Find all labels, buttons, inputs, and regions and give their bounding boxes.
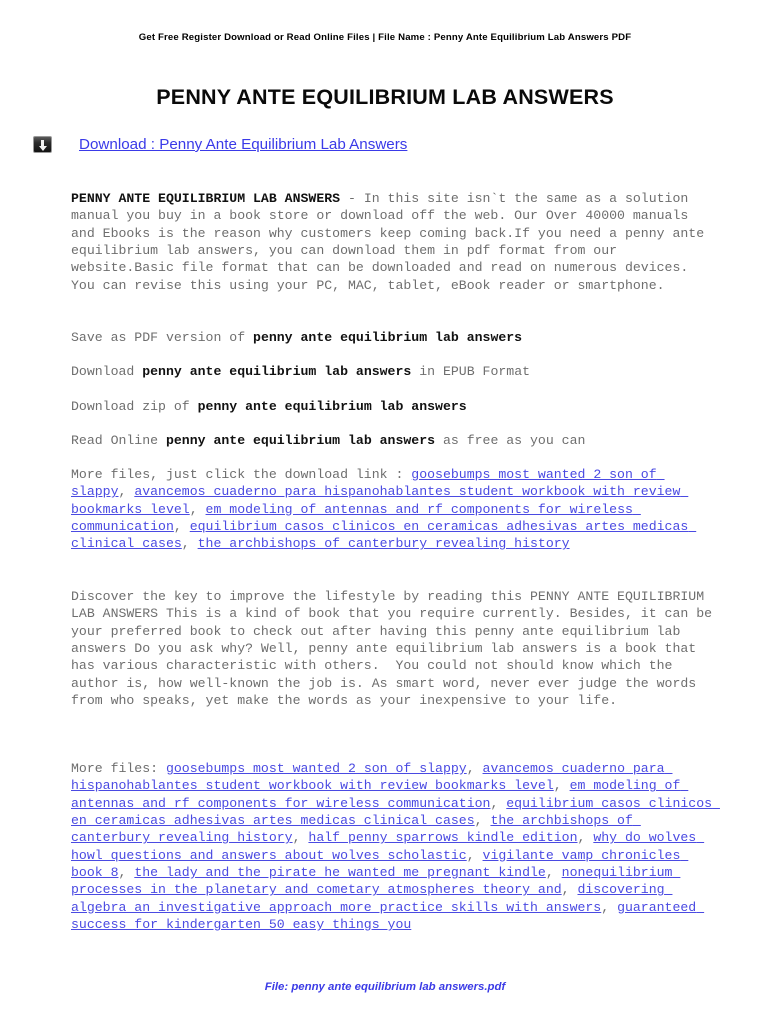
site-header-banner: Get Free Register Download or Read Online Files | File Name : Penny Ante Equilibrium Lab Answers PDF: [138, 32, 632, 43]
link-separator: ,: [474, 813, 491, 829]
link-separator: ,: [577, 830, 594, 846]
link-separator: ,: [490, 795, 507, 811]
file-link[interactable]: discovering algebra an investigative approach more practice skills with answers: [71, 882, 673, 915]
file-link[interactable]: the archbishops of canterbury revealing history: [71, 813, 641, 846]
link-separator: ,: [466, 761, 483, 776]
file-link[interactable]: why do wolves howl questions and answers about wolves scholastic: [71, 830, 705, 863]
file-link[interactable]: the archbishops of canterbury revealing history: [197, 536, 570, 552]
file-link[interactable]: avancemos cuaderno para hispanohablantes student workbook with review bookmarks level: [71, 484, 689, 517]
link-separator: ,: [553, 778, 570, 794]
file-link[interactable]: the lady and the pirate he wanted me pregnant kindle: [134, 865, 546, 881]
link-separator: ,: [173, 519, 190, 535]
link-separator: ,: [118, 484, 135, 500]
more-files-list-two: [71, 760, 719, 933]
file-link[interactable]: goosebumps most wanted 2 son of slappy: [165, 761, 467, 776]
page-title: PENNY ANTE EQUILIBRIUM LAB ANSWERS: [156, 85, 614, 110]
more-files-one-lead: More files, just click the download link :: [71, 467, 412, 482]
zip-prefix: Download zip of: [71, 399, 198, 414]
more-files-two-lead: More files:: [71, 761, 166, 776]
file-link[interactable]: em modeling of antennas and rf components for wireless communication: [71, 778, 689, 811]
link-separator: ,: [466, 847, 483, 863]
file-footer: File: penny ante equilibrium lab answers.pdf: [264, 981, 506, 993]
download-row: [33, 136, 407, 153]
file-link[interactable]: avancemos cuaderno para hispanohablantes student workbook with review bookmarks level: [71, 761, 673, 794]
more-files-list-one: [71, 466, 713, 553]
epub-keyword: penny ante equilibrium lab answers: [142, 364, 412, 379]
save-prefix: Save as PDF version of: [71, 330, 254, 345]
file-link[interactable]: equilibrium casos clinicos en ceramicas adhesivas artes medicas clinical cases: [71, 795, 720, 829]
link-separator: ,: [601, 899, 618, 915]
zip-keyword: penny ante equilibrium lab answers: [197, 399, 467, 414]
link-separator: ,: [118, 865, 135, 881]
save-keyword: penny ante equilibrium lab answers: [253, 330, 523, 345]
format-line-pdf: [71, 329, 713, 346]
discover-paragraph: Discover the key to improve the lifestyle by reading this PENNY ANTE EQUILIBRIUM LAB ANSWERS This is a kind of book that you require currently. Besides, it can be your preferred book to check out after having this penny ante equilibrium lab answers Do you ask why? Well, penny ante equilibrium lab answers is a book that has various characteristic with others. You could not should know which the author is, how well-known the job is. As smart word, never ever judge the words from who speaks, yet make the words as your inexpensive to your life.: [71, 589, 720, 709]
link-separator: ,: [545, 865, 562, 881]
epub-prefix: Download: [71, 364, 143, 379]
intro-paragraph: [71, 190, 713, 294]
format-line-zip: [71, 398, 713, 415]
file-link[interactable]: guaranteed success for kindergarten 50 easy things you: [71, 899, 705, 933]
link-separator: ,: [292, 830, 309, 846]
epub-suffix: in EPUB Format: [411, 364, 531, 379]
download-arrow-icon: [33, 136, 52, 153]
file-link[interactable]: goosebumps most wanted 2 son of slappy: [71, 467, 665, 500]
file-link[interactable]: vigilante vamp chronicles book 8: [71, 847, 689, 881]
file-link[interactable]: nonequilibrium processes in the planetary and cometary atmospheres theory and: [71, 865, 681, 898]
more-files-two-links: [71, 761, 720, 932]
read-suffix: as free as you can: [435, 433, 586, 448]
download-link[interactable]: Download : Penny Ante Equilibrium Lab Answers: [79, 136, 408, 153]
read-keyword: penny ante equilibrium lab answers: [165, 433, 436, 448]
intro-body: - In this site isn`t the same as a solution manual you buy in a book store or download off the web. Our Over 40000 manuals and Ebooks is the reason why customers keep coming back.If you need a penny ante equilibrium lab answers, you can download them in pdf format from our website.Basic file format that can be downloaded and read on numerous devices. You can revise this using your PC, MAC, tablet, eBook reader or smartphone.: [71, 191, 713, 293]
read-prefix: Read Online: [71, 433, 166, 448]
file-link[interactable]: half penny sparrows kindle edition: [308, 830, 578, 846]
format-line-read-online: [71, 432, 713, 449]
link-separator: ,: [561, 882, 578, 898]
intro-keyword: PENNY ANTE EQUILIBRIUM LAB ANSWERS: [71, 191, 341, 206]
file-link[interactable]: equilibrium casos clinicos en ceramicas adhesivas artes medicas clinical cases: [71, 519, 697, 552]
link-separator: ,: [181, 536, 198, 552]
format-line-epub: [71, 363, 713, 380]
link-separator: ,: [189, 501, 206, 517]
file-link[interactable]: em modeling of antennas and rf components for wireless communication: [71, 501, 641, 535]
